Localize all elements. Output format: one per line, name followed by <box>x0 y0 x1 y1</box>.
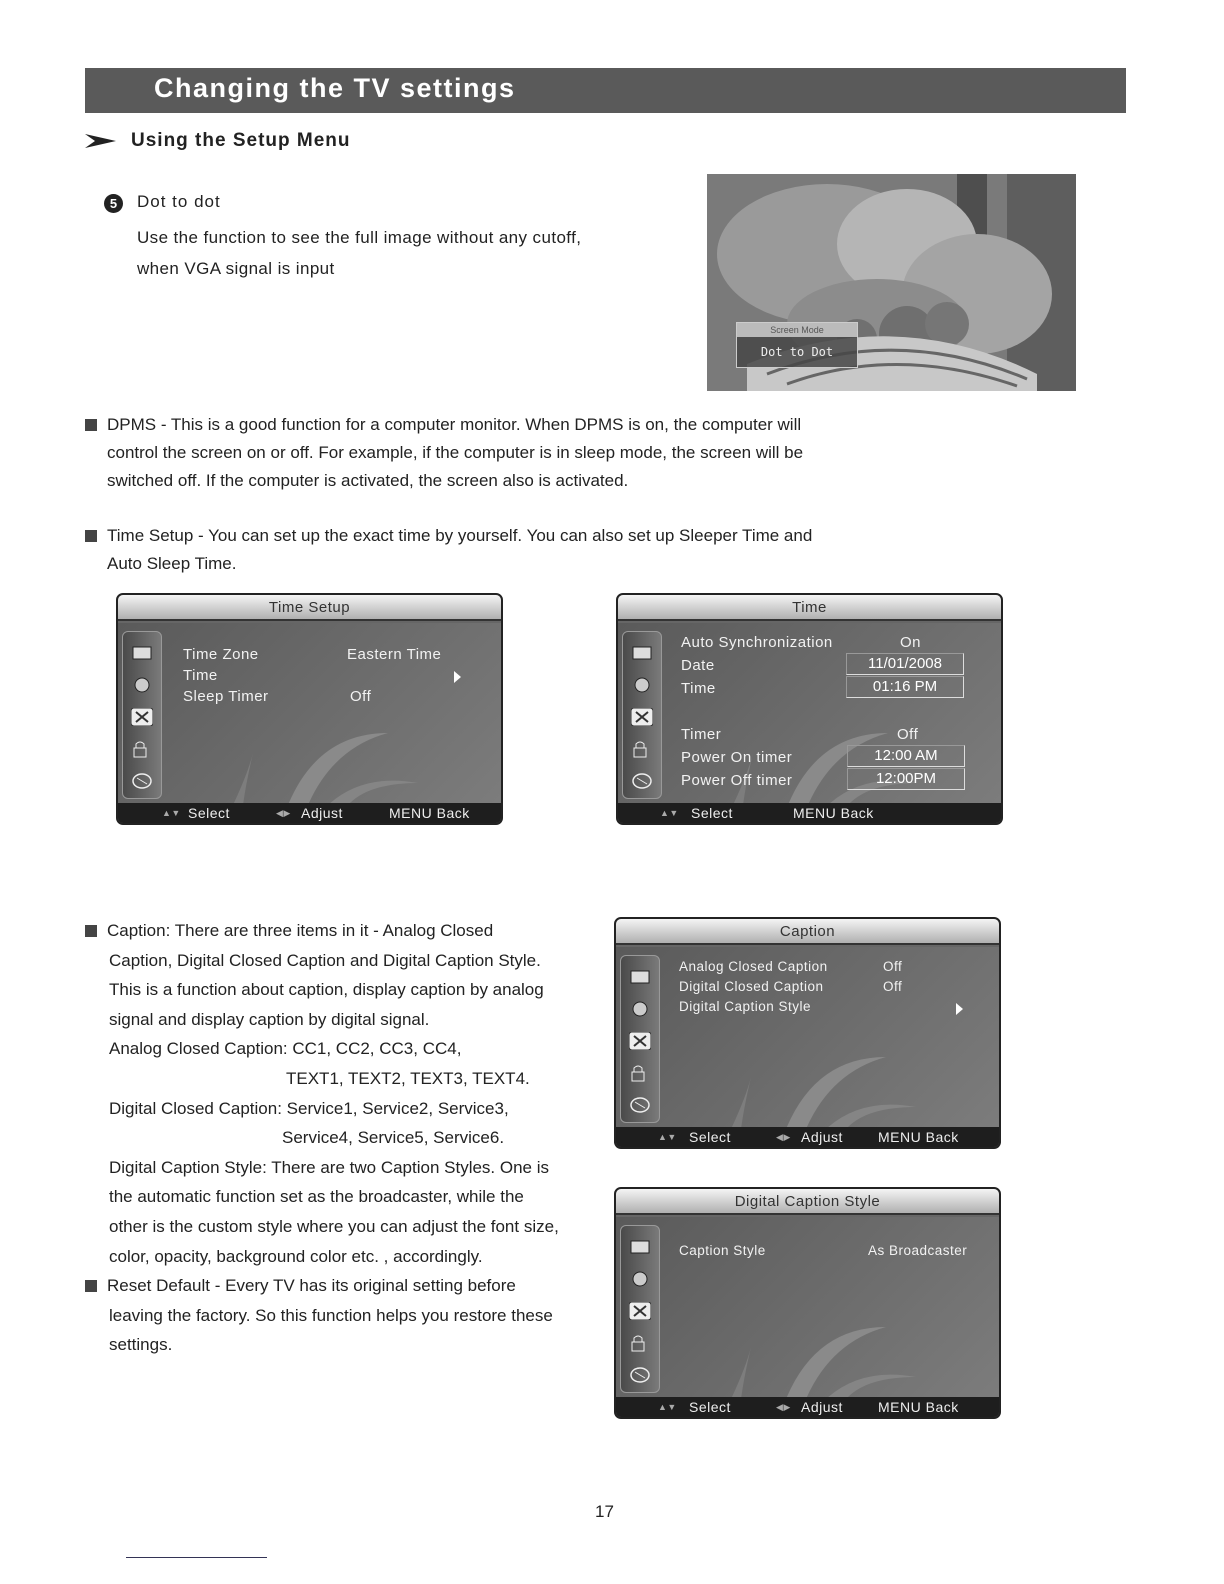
osd-title: Screen Mode <box>737 323 857 337</box>
menu-sidebar <box>122 631 162 799</box>
description-line: Use the function to see the full image without any cutoff, <box>137 228 582 247</box>
footer-select: Select <box>689 1129 731 1145</box>
caption-line: color, opacity, background color etc. , accordingly. <box>109 1246 483 1266</box>
menu-row-label[interactable]: Timer <box>681 726 722 743</box>
caption-line: Caption: There are three items in it - Analog Closed <box>107 921 494 940</box>
footer-adjust: Adjust <box>801 1129 843 1145</box>
setup-icon[interactable] <box>629 1302 651 1320</box>
channel-icon[interactable] <box>629 1096 651 1114</box>
footer-select: Select <box>689 1399 731 1415</box>
lock-icon[interactable] <box>629 1064 651 1082</box>
menu-footer <box>618 803 1001 823</box>
menu-body <box>616 947 999 1127</box>
submenu-arrow-icon[interactable] <box>454 671 461 683</box>
footer-back: MENU Back <box>878 1399 959 1415</box>
menu-footer <box>616 1127 999 1147</box>
caption-line: Service4, Service5, Service6. <box>282 1128 505 1148</box>
picture-icon[interactable] <box>631 644 653 662</box>
menu-footer <box>616 1397 999 1417</box>
caption-line: TEXT1, TEXT2, TEXT3, TEXT4. <box>286 1068 530 1088</box>
menu-row-value: As Broadcaster <box>868 1243 968 1258</box>
menu-row-value: Off <box>350 688 372 705</box>
up-down-arrows-icon: ▲▼ <box>660 808 679 818</box>
description-line: when VGA signal is input <box>137 259 335 278</box>
footer-select: Select <box>188 805 230 821</box>
page-number: 17 <box>595 1502 614 1521</box>
menu-row-label[interactable]: Power On timer <box>681 749 793 766</box>
power-off-time-field[interactable]: 12:00PM <box>847 768 965 790</box>
bullet-square-icon <box>85 925 97 937</box>
dpms-line: DPMS - This is a good function for a computer monitor. When DPMS is on, the computer will <box>107 415 802 434</box>
menu-title: Time Setup <box>118 595 501 621</box>
up-down-arrows-icon: ▲▼ <box>658 1402 677 1412</box>
bullet-square-icon <box>85 530 97 542</box>
item-heading: Dot to dot <box>137 192 221 211</box>
menu-footer <box>118 803 501 823</box>
reset-line: Reset Default - Every TV has its original setting before <box>107 1276 516 1296</box>
caption-line: other is the custom style where you can adjust the font size, <box>109 1216 559 1236</box>
time-setup-menu <box>116 593 503 825</box>
caption-menu <box>614 917 1001 1149</box>
swoosh-decoration <box>118 623 501 803</box>
sound-icon[interactable] <box>629 1000 651 1018</box>
caption-line: Digital Caption Style: There are two Caption Styles. One is <box>109 1157 550 1177</box>
caption-line: the automatic function set as the broadcaster, while the <box>109 1187 524 1207</box>
osd-value: Dot to Dot <box>760 345 834 359</box>
reset-line: settings. <box>109 1335 173 1355</box>
menu-title: Digital Caption Style <box>616 1189 999 1215</box>
menu-row-label[interactable]: Time <box>183 667 218 684</box>
lock-icon[interactable] <box>131 740 153 758</box>
time-setup-line: Time Setup - You can set up the exact time by yourself. You can also set up Sleeper Time and <box>107 526 813 545</box>
menu-row-value: Off <box>883 979 903 994</box>
item-number-badge: 5 <box>104 194 123 213</box>
menu-row-label[interactable]: Digital Caption Style <box>679 999 812 1014</box>
menu-row-value: Eastern Time <box>347 646 442 663</box>
up-down-arrows-icon: ▲▼ <box>658 1132 677 1142</box>
menu-row-value: Off <box>883 959 903 974</box>
arrow-icon <box>85 133 117 149</box>
footer-adjust: Adjust <box>801 1399 843 1415</box>
menu-row-label[interactable]: Auto Synchronization <box>681 634 833 651</box>
channel-icon[interactable] <box>131 772 153 790</box>
setup-icon[interactable] <box>629 1032 651 1050</box>
menu-row-label[interactable]: Time Zone <box>183 646 259 663</box>
menu-sidebar <box>620 1225 660 1393</box>
footer-back: MENU Back <box>878 1129 959 1145</box>
submenu-arrow-icon[interactable] <box>956 1003 963 1015</box>
picture-icon[interactable] <box>629 968 651 986</box>
channel-icon[interactable] <box>629 1366 651 1384</box>
left-right-arrows-icon: ◀▶ <box>276 808 291 818</box>
footer-rule <box>126 1557 267 1558</box>
menu-row-label[interactable]: Date <box>681 657 715 674</box>
menu-title: Time <box>618 595 1001 621</box>
date-field[interactable]: 11/01/2008 <box>846 653 964 675</box>
digital-caption-style-menu <box>614 1187 1001 1419</box>
picture-icon[interactable] <box>131 644 153 662</box>
screen-mode-osd <box>736 322 858 368</box>
menu-body <box>618 623 1001 803</box>
bullet-square-icon <box>85 419 97 431</box>
menu-title: Caption <box>616 919 999 945</box>
dpms-bullet <box>85 411 803 495</box>
menu-row-value: On <box>900 634 922 651</box>
caption-description <box>85 916 559 1360</box>
page-title: Changing the TV settings <box>154 73 516 103</box>
reset-line: leaving the factory. So this function helps you restore these <box>109 1305 553 1325</box>
menu-sidebar <box>620 955 660 1123</box>
time-menu <box>616 593 1003 825</box>
menu-row-label[interactable]: Analog Closed Caption <box>679 959 828 974</box>
time-setup-line: Auto Sleep Time. <box>107 554 237 573</box>
menu-body <box>118 623 501 803</box>
footer-back: MENU Back <box>793 805 874 821</box>
sound-icon[interactable] <box>631 676 653 694</box>
caption-line: Digital Closed Caption: Service1, Service2, Service3, <box>109 1098 509 1118</box>
section-heading <box>85 130 351 152</box>
channel-icon[interactable] <box>631 772 653 790</box>
left-right-arrows-icon: ◀▶ <box>776 1402 791 1412</box>
dpms-line: switched off. If the computer is activated, the screen also is activated. <box>107 471 629 490</box>
footer-adjust: Adjust <box>301 805 343 821</box>
section-title: Using the Setup Menu <box>131 130 351 151</box>
up-down-arrows-icon: ▲▼ <box>162 808 181 818</box>
menu-body <box>616 1217 999 1397</box>
left-right-arrows-icon: ◀▶ <box>776 1132 791 1142</box>
setup-icon[interactable] <box>131 708 153 726</box>
dpms-line: control the screen on or off. For example, if the computer is in sleep mode, the screen will be <box>107 443 804 462</box>
menu-row-label[interactable]: Caption Style <box>679 1243 766 1258</box>
menu-row-label[interactable]: Sleep Timer <box>183 688 269 705</box>
time-setup-bullet <box>85 522 812 578</box>
menu-row-label[interactable]: Digital Closed Caption <box>679 979 824 994</box>
lock-icon[interactable] <box>629 1334 651 1352</box>
menu-row-label[interactable]: Power Off timer <box>681 772 793 789</box>
lock-icon[interactable] <box>631 740 653 758</box>
sound-icon[interactable] <box>131 676 153 694</box>
caption-line: Caption, Digital Closed Caption and Digital Caption Style. <box>109 950 541 970</box>
sound-icon[interactable] <box>629 1270 651 1288</box>
setup-icon[interactable] <box>631 708 653 726</box>
item-description <box>137 222 581 284</box>
page-title-bar <box>85 68 1126 113</box>
picture-icon[interactable] <box>629 1238 651 1256</box>
bullet-square-icon <box>85 1280 97 1292</box>
footer-select: Select <box>691 805 733 821</box>
time-field[interactable]: 01:16 PM <box>846 676 964 698</box>
dot-to-dot-screenshot <box>707 174 1076 391</box>
swoosh-decoration <box>616 947 999 1127</box>
menu-sidebar <box>622 631 662 799</box>
caption-line: Analog Closed Caption: CC1, CC2, CC3, CC4, <box>109 1039 462 1059</box>
footer-back: MENU Back <box>389 805 470 821</box>
power-on-time-field[interactable]: 12:00 AM <box>847 745 965 767</box>
caption-line: signal and display caption by digital signal. <box>109 1009 430 1029</box>
caption-line: This is a function about caption, display caption by analog <box>109 980 544 1000</box>
menu-row-value: Off <box>897 726 919 743</box>
menu-row-label[interactable]: Time <box>681 680 716 697</box>
